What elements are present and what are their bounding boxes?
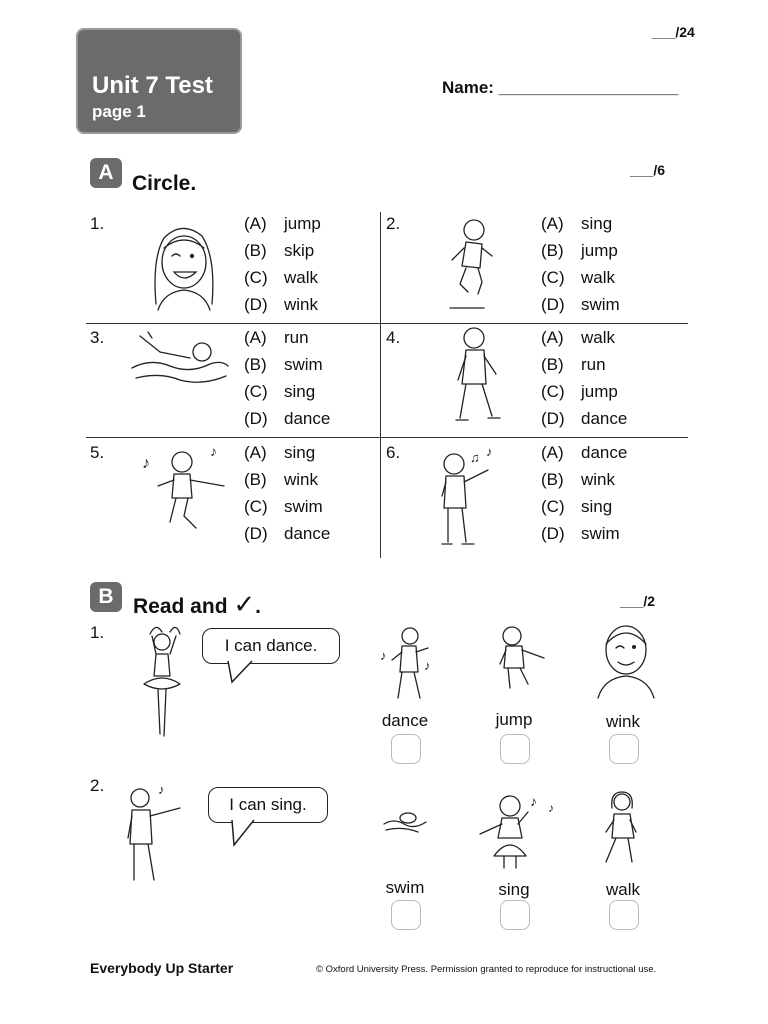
option-d[interactable]: (D) dance	[244, 524, 331, 543]
question-number: 6.	[386, 443, 401, 462]
option-b[interactable]: (B) jump	[541, 241, 618, 260]
girl-swimming-picture	[130, 328, 230, 392]
singing-girl-picture	[474, 790, 562, 872]
option-d[interactable]: (D) swim	[541, 524, 620, 543]
option-c[interactable]: (C) sing	[541, 497, 613, 516]
question-number: 1.	[90, 214, 105, 233]
checkbox-wink[interactable]	[609, 734, 639, 764]
options-q4	[541, 328, 627, 436]
girl-dancing-picture	[140, 443, 230, 542]
option-c[interactable]: (C) jump	[541, 382, 618, 401]
option-b[interactable]: (B) skip	[244, 241, 315, 260]
speech-bubble-tail	[226, 660, 256, 684]
girl-winking-picture	[144, 218, 224, 310]
option-b[interactable]: (B) wink	[244, 470, 319, 489]
grid-divider-vertical	[380, 212, 381, 558]
options-q3	[244, 328, 330, 436]
svg-text:♫: ♫	[470, 450, 480, 465]
option-d[interactable]: (D) dance	[541, 409, 628, 428]
question-number: 4.	[386, 328, 401, 347]
option-b[interactable]: (B) swim	[244, 355, 323, 374]
option-c[interactable]: (C) walk	[541, 268, 616, 287]
item-number: 2.	[90, 776, 105, 795]
name-field[interactable]: Name: ___________________	[442, 78, 679, 97]
total-score: ___/24	[652, 24, 695, 40]
jumping-boy-picture	[490, 624, 550, 698]
speech-bubble: I can dance.	[202, 628, 340, 664]
section-a-badge: A	[90, 158, 122, 188]
option-a[interactable]: (A) dance	[541, 443, 628, 462]
options-q5	[244, 443, 330, 551]
option-a[interactable]: (A) sing	[541, 214, 613, 233]
ballerina-picture	[136, 624, 186, 748]
choice-label: walk	[605, 880, 640, 899]
option-b[interactable]: (B) run	[541, 355, 606, 374]
choice-label: sing	[498, 880, 530, 899]
check-mark-icon: ✓	[233, 589, 256, 619]
speech-bubble: I can sing.	[208, 787, 328, 823]
dancing-boy-picture	[380, 626, 436, 704]
footer-copyright: © Oxford University Press. Permission granted to reproduce for instructional use.	[316, 964, 657, 975]
choice-label: jump	[495, 710, 533, 729]
options-q1	[244, 214, 321, 322]
swimming-picture	[382, 808, 430, 836]
unit-title-box	[76, 28, 242, 134]
grid-divider-row1	[86, 323, 688, 324]
page-subtitle: page 1	[92, 102, 146, 121]
section-b-badge: B	[90, 582, 122, 612]
section-b-score: ___/2	[620, 593, 656, 609]
section-a-score: ___/6	[630, 162, 666, 178]
winking-boy-picture	[594, 622, 658, 700]
option-a[interactable]: (A) sing	[244, 443, 316, 462]
option-a[interactable]: (A) walk	[541, 328, 616, 347]
option-b[interactable]: (B) wink	[541, 470, 616, 489]
walking-girl-picture	[600, 788, 644, 868]
grid-divider-row2	[86, 437, 688, 438]
speech-bubble-tail	[230, 819, 260, 847]
option-c[interactable]: (C) sing	[244, 382, 316, 401]
boy-singing-picture	[438, 446, 502, 548]
option-d[interactable]: (D) wink	[244, 295, 319, 314]
svg-text:♪: ♪	[530, 793, 537, 809]
option-d[interactable]: (D) swim	[541, 295, 620, 314]
svg-text:♪: ♪	[158, 782, 165, 797]
page-title: Unit 7 Test	[92, 72, 213, 99]
question-number: 3.	[90, 328, 105, 347]
checkbox-dance[interactable]	[391, 734, 421, 764]
svg-text:♪: ♪	[380, 648, 387, 663]
svg-text:♪: ♪	[210, 443, 217, 459]
svg-text:♪: ♪	[548, 801, 554, 815]
singing-boy-picture	[124, 782, 190, 890]
checkbox-jump[interactable]	[500, 734, 530, 764]
svg-text:♪: ♪	[142, 455, 150, 472]
option-d[interactable]: (D) dance	[244, 409, 331, 428]
choice-label: dance	[381, 711, 429, 730]
section-b-title	[133, 589, 261, 620]
section-a-title: Circle.	[132, 172, 197, 195]
option-c[interactable]: (C) swim	[244, 497, 323, 516]
item-number: 1.	[90, 623, 105, 642]
section-b-title-period: .	[255, 595, 262, 618]
options-q2	[541, 214, 620, 322]
section-b-title-text: Read and	[133, 595, 228, 618]
footer-series-title: Everybody Up Starter	[90, 960, 234, 976]
choice-label: swim	[385, 878, 425, 897]
option-a[interactable]: (A) run	[244, 328, 309, 347]
svg-text:♪: ♪	[424, 658, 431, 673]
option-c[interactable]: (C) walk	[244, 268, 319, 287]
question-number: 5.	[90, 443, 105, 462]
question-number: 2.	[386, 214, 401, 233]
boy-jumping-picture	[444, 216, 498, 310]
option-a[interactable]: (A) jump	[244, 214, 321, 233]
checkbox-swim[interactable]	[391, 900, 421, 930]
boy-walking-picture	[452, 326, 506, 426]
checkbox-walk[interactable]	[609, 900, 639, 930]
options-q6	[541, 443, 627, 551]
checkbox-sing[interactable]	[500, 900, 530, 930]
choice-label: wink	[605, 712, 640, 731]
svg-text:♪: ♪	[486, 444, 493, 459]
